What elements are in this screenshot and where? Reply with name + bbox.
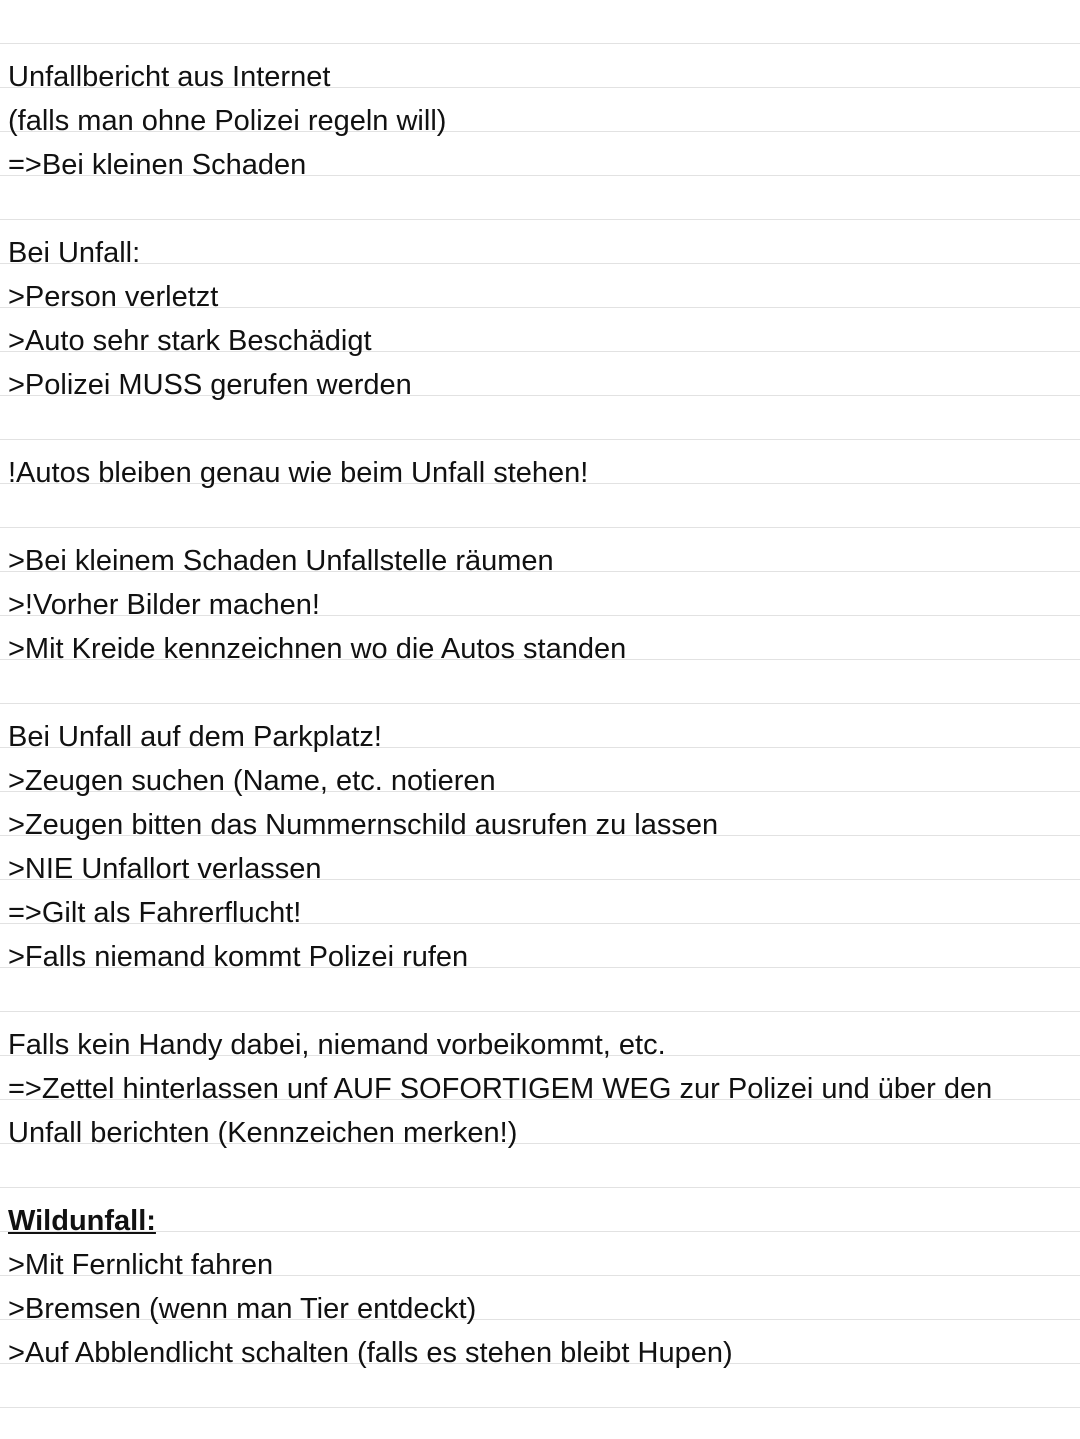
note-line: >Falls niemand kommt Polizei rufen: [8, 941, 469, 973]
note-line: >Zeugen suchen (Name, etc. notieren: [8, 765, 496, 797]
section-heading-unfall: Bei Unfall:: [8, 237, 141, 269]
blank-line: [8, 187, 1074, 231]
blank-line: [8, 495, 1074, 539]
note-line: >Person verletzt: [8, 281, 219, 313]
note-line: >!Vorher Bilder machen!: [8, 589, 320, 621]
note-line: >Mit Fernlicht fahren: [8, 1249, 274, 1281]
note-line: >Bei kleinem Schaden Unfallstelle räumen: [8, 545, 554, 577]
note-line: Unfall berichten (Kennzeichen merken!): [8, 1117, 518, 1149]
note-line: >Auto sehr stark Beschädigt: [8, 325, 372, 357]
note-line: >NIE Unfallort verlassen: [8, 853, 322, 885]
blank-line: [8, 407, 1074, 451]
note-line: =>Gilt als Fahrerflucht!: [8, 897, 302, 929]
note-line: >Polizei MUSS gerufen werden: [8, 369, 412, 401]
section-heading-parkplatz: Bei Unfall auf dem Parkplatz!: [8, 721, 382, 753]
note-line: =>Zettel hinterlassen unf AUF SOFORTIGEM WEG zur Polizei und über den: [8, 1073, 993, 1105]
note-body: [8, 55, 1074, 1375]
blank-line: [8, 1155, 1074, 1199]
blank-line: [8, 979, 1074, 1023]
blank-line: [8, 671, 1074, 715]
section-heading-wildunfall: Wildunfall:: [8, 1205, 156, 1237]
note-line: >Auf Abblendlicht schalten (falls es stehen bleibt Hupen): [8, 1337, 733, 1369]
note-line: >Mit Kreide kennzeichnen wo die Autos standen: [8, 633, 627, 665]
note-title: Unfallbericht aus Internet: [8, 61, 331, 93]
note-line: Falls kein Handy dabei, niemand vorbeikommt, etc.: [8, 1029, 666, 1061]
note-line: (falls man ohne Polizei regeln will): [8, 105, 447, 137]
note-line: =>Bei kleinen Schaden: [8, 149, 307, 181]
note-line: >Zeugen bitten das Nummernschild ausrufen zu lassen: [8, 809, 719, 841]
note-line: >Bremsen (wenn man Tier entdeckt): [8, 1293, 477, 1325]
note-line-warning: !Autos bleiben genau wie beim Unfall stehen!: [8, 457, 589, 489]
